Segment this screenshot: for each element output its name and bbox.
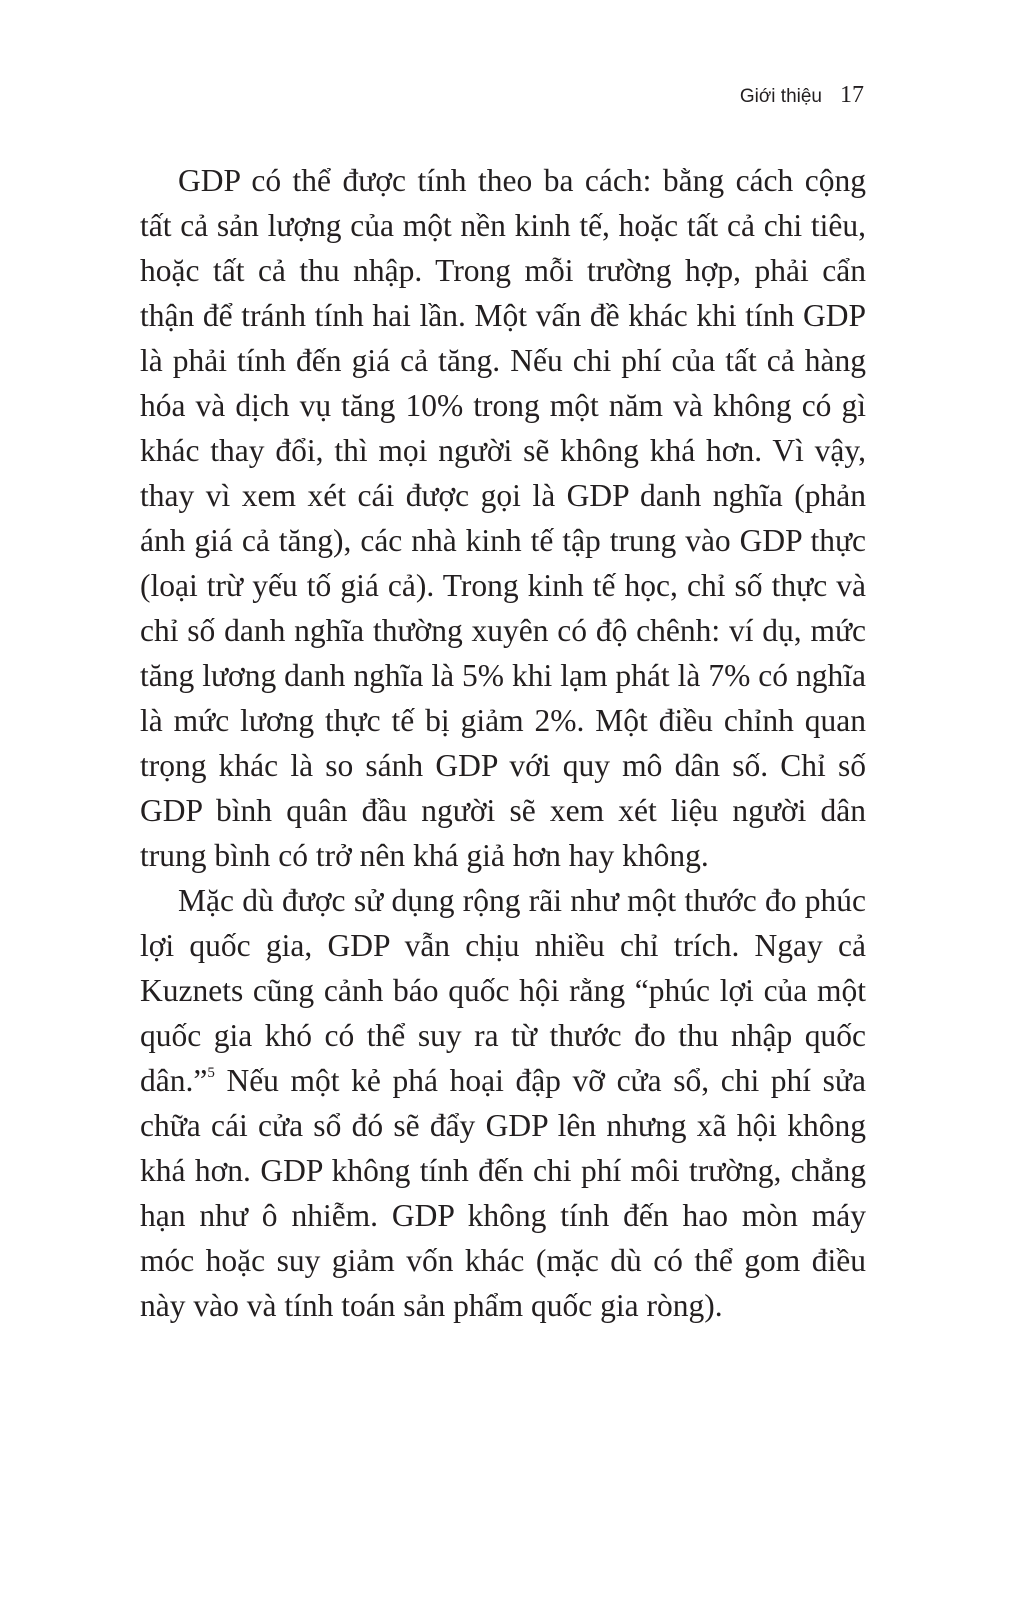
page-number: 17 (840, 82, 864, 108)
paragraph-2 (140, 878, 866, 1328)
section-title: Giới thiệu (739, 86, 822, 107)
paragraph-2-part-2: Nếu một kẻ phá hoại đập vỡ cửa sổ, chi phí sửa chữa cái cửa sổ đó sẽ đẩy GDP lên nhưng xã hội không khá hơn. GDP không tính đến chi phí môi trường, chẳng hạn như ô nhiễm. GDP không tính đến hao mòn máy móc hoặc suy giảm vốn khác (mặc dù có thể gom điều này vào và tính toán sản phẩm quốc gia ròng). (140, 1063, 866, 1323)
body-text (140, 158, 866, 1328)
paragraph-1: GDP có thể được tính theo ba cách: bằng cách cộng tất cả sản lượng của một nền kinh tế, hoặc tất cả chi tiêu, hoặc tất cả thu nhập. Trong mỗi trường hợp, phải cẩn thận để tránh tính hai lần. Một vấn đề khác khi tính GDP là phải tính đến giá cả tăng. Nếu chi phí của tất cả hàng hóa và dịch vụ tăng 10% trong một năm và không có gì khác thay đổi, thì mọi người sẽ không khá hơn. Vì vậy, thay vì xem xét cái được gọi là GDP danh nghĩa (phản ánh giá cả tăng), các nhà kinh tế tập trung vào GDP thực (loại trừ yếu tố giá cả). Trong kinh tế học, chỉ số thực và chỉ số danh nghĩa thường xuyên có độ chênh: ví dụ, mức tăng lương danh nghĩa là 5% khi lạm phát là 7% có nghĩa là mức lương thực tế bị giảm 2%. Một điều chỉnh quan trọng khác là so sánh GDP với quy mô dân số. Chỉ số GDP bình quân đầu người sẽ xem xét liệu người dân trung bình có trở nên khá giả hơn hay không. (140, 163, 866, 873)
paragraph-2-part-1: Mặc dù được sử dụng rộng rãi như một thước đo phúc lợi quốc gia, GDP vẫn chịu nhiều chỉ trích. Ngay cả Kuznets cũng cảnh báo quốc hội rằng “phúc lợi của một quốc gia khó có thể suy ra từ thước đo thu nhập quốc dân.” (140, 883, 866, 1098)
running-head (740, 82, 864, 109)
footnote-reference[interactable]: 5 (207, 1065, 215, 1081)
